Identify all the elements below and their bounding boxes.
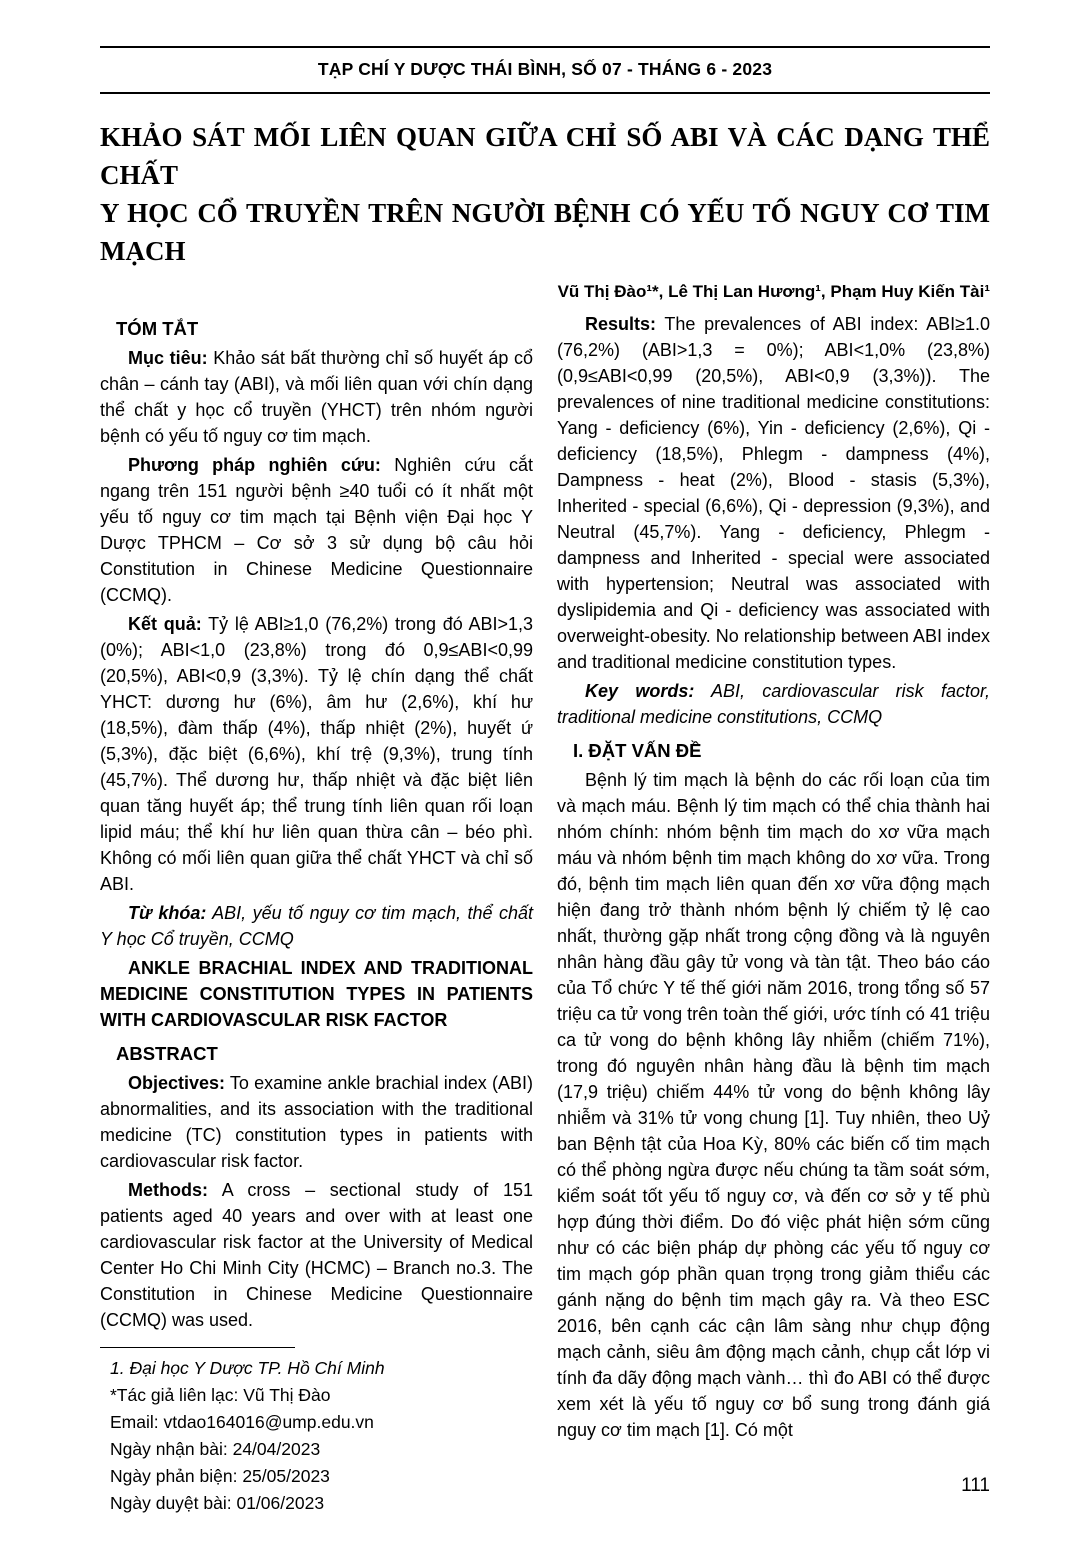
heading-abstract: ABSTRACT: [116, 1043, 218, 1064]
para-keywords: [557, 678, 990, 730]
right-column: [557, 308, 990, 1517]
heading-dat-van-de: I. ĐẶT VẤN ĐỀ: [573, 740, 702, 761]
para-phuong-phap: [100, 452, 533, 608]
para-phuong-phap-text: Nghiên cứu cắt ngang trên 151 người bệnh ≥40 tuổi có ít nhất một yếu tố nguy cơ tim mạch tại Bệnh viện Đại học Y Dược TPHCM – Cơ sở 3 sử dụng bộ câu hỏi Constitution in Chinese Medicine Questionnaire (CCMQ).: [100, 455, 533, 605]
article-title: [100, 118, 990, 270]
para-muc-tieu-lead: Mục tiêu:: [128, 348, 208, 368]
para-keywords-text: ABI, cardiovascular risk factor, traditional medicine constitutions, CCMQ: [557, 681, 990, 727]
footnote-affiliation: 1. Đại học Y Dược TP. Hồ Chí Minh: [110, 1358, 385, 1378]
para-results-lead: Results:: [585, 314, 657, 334]
para-ket-qua-lead: Kết quả:: [128, 614, 202, 634]
para-tu-khoa-text: ABI, yếu tố nguy cơ tim mạch, thể chất Y học Cổ truyền, CCMQ: [100, 903, 533, 949]
authors-line: Vũ Thị Đào¹*, Lê Thị Lan Hương¹, Phạm Huy Kiến Tài¹: [557, 282, 990, 301]
footnote-corresponding-author: *Tác giả liên lạc: Vũ Thị Đào: [110, 1385, 331, 1405]
para-keywords-lead: Key words:: [585, 681, 695, 701]
footnote-date-accepted: Ngày duyệt bài: 01/06/2023: [110, 1493, 325, 1513]
para-methods-lead: Methods:: [128, 1180, 208, 1200]
article-title-line1: KHẢO SÁT MỐI LIÊN QUAN GIỮA CHỈ SỐ ABI VÀ CÁC DẠNG THỂ CHẤT: [100, 122, 990, 190]
page-number: 111: [961, 1475, 990, 1496]
para-objectives: [100, 1070, 533, 1174]
footnote-date-reviewed: Ngày phản biện: 25/05/2023: [110, 1466, 330, 1486]
para-tu-khoa: [100, 900, 533, 952]
journal-name: TẠP CHÍ Y DƯỢC THÁI BÌNH, SỐ 07 - THÁNG 6 - 2023: [317, 59, 773, 79]
para-methods: [100, 1177, 533, 1333]
para-objectives-lead: Objectives:: [128, 1073, 226, 1093]
footnote-date-received: Ngày nhận bài: 24/04/2023: [110, 1439, 321, 1459]
footnote-separator: [100, 1347, 295, 1348]
para-objectives-text: To examine ankle brachial index (ABI) abnormalities, and its association with the traditional medicine (TC) constitution types in patients with cardiovascular risk factor.: [100, 1073, 533, 1171]
left-column: [100, 308, 533, 1517]
para-tu-khoa-lead: Từ khóa:: [128, 903, 207, 923]
heading-tom-tat: TÓM TẮT: [116, 318, 199, 339]
two-column-body: [100, 308, 990, 1517]
para-results-text: The prevalences of ABI index: ABI≥1.0 (76,2%) (ABI>1,3 = 0%); ABI<1,0% (23,8%) (0,9≤ABI<0,99 (20,5%), ABI<0,9 (3,3%)). The prevalences of nine traditional medicine constitutions: Yang - deficiency (6%), Yin - deficiency (2,6%), Qi - deficiency (18,5%), Phlegm - dampness (4%), Dampness - heat (2%), Blood - stasis (5,3%), Inherited - special (6,6%), Qi - depression (9,3%), and Neutral (45,7%). Yang - deficiency, Phlegm - dampness and Inherited - special were associated with hypertension; Neutral was associated with dyslipidemia and Qi - deficiency was associated with overweight-obesity. No relationship between ABI index and traditional medicine constitution types.: [557, 314, 990, 672]
footnote-email: Email: vtdao164016@ump.edu.vn: [110, 1412, 374, 1432]
para-introduction: Bệnh lý tim mạch là bệnh do các rối loạn của tim và mạch máu. Bệnh lý tim mạch có thể chia thành hai nhóm chính: nhóm bệnh tim mạch do xơ vữa mạch máu và nhóm bệnh tim mạch không do xơ vữa. Trong đó, bệnh tim mạch liên quan đến xơ vữa động mạch hiện đang trở thành nhóm bệnh lý chiếm tỷ lệ cao nhất, thường gặp nhất trong cộng đồng và là nguyên nhân hàng đầu gây tử vong và tàn tật. Theo báo cáo của Tổ chức Y tế thế giới năm 2016, trong tổng số 57 triệu ca tử vong trên toàn thế giới, ước tính có 41 triệu ca tử vong do bệnh không lây nhiễm (chiếm 71%), trong đó nguyên nhân hàng đầu là bệnh tim mạch (17,9 triệu) chiếm 44% tử vong do bệnh không lây nhiễm và 31% tử vong chung [1]. Tuy nhiên, theo Uỷ ban Bệnh tật của Hoa Kỳ, 80% các biến cố tim mạch có thể phòng ngừa được nếu chúng ta tầm soát sớm, kiểm soát tốt yếu tố nguy cơ, và đến cơ sở y tế phù hợp đúng thời điểm. Do đó việc phát hiện sớm cũng như có các biện pháp dự phòng các yếu tố nguy cơ tim mạch góp phần quan trọng trong giảm thiểu các gánh nặng do bệnh tim mạch gây ra. Và theo ESC 2016, bên cạnh các cận lâm sàng như chụp động mạch cảnh, siêu âm động mạch cảnh, chụp cắt lớp vi tính đa dãy động mạch vành… thì đo ABI có thể được xem xét là yếu tố nguy cơ bổ sung trong đánh giá nguy cơ tim mạch [1]. Có một: [557, 770, 990, 1440]
para-muc-tieu: [100, 345, 533, 449]
english-title: ANKLE BRACHIAL INDEX AND TRADITIONAL MEDICINE CONSTITUTION TYPES IN PATIENTS WITH CARDIOVASCULAR RISK FACTOR: [100, 958, 533, 1030]
para-ket-qua-text: Tỷ lệ ABI≥1,0 (76,2%) trong đó ABI>1,3 (0%); ABI<1,0 (23,8%) trong đó 0,9≤ABI<0,99 (20,5%), ABI<0,9 (3,3%). Tỷ lệ chín dạng thể chất YHCT: dương hư (6%), âm hư (2,6%), khí hư (18,5%), đàm thấp (4%), thấp nhiệt (2%), huyết ứ (5,3%), đặc biệt (6,6%), khí trệ (9,3%), trung tính (45,7%). Thể dương hư, thấp nhiệt và đặc biệt liên quan tăng huyết áp; thể trung tính liên quan rối loạn lipid máu; thể khí hư liên quan thừa cân – béo phì. Không có mối liên quan giữa thể chất YHCT và chỉ số ABI.: [100, 614, 533, 894]
para-ket-qua: [100, 611, 533, 897]
para-muc-tieu-text: Khảo sát bất thường chỉ số huyết áp cổ chân – cánh tay (ABI), và mối liên quan với chín dạng thể chất y học cổ truyền (YHCT) trên nhóm người bệnh có yếu tố nguy cơ tim mạch.: [100, 348, 533, 446]
footnote-block: [100, 1347, 533, 1517]
para-results: [557, 311, 990, 675]
para-phuong-phap-lead: Phương pháp nghiên cứu:: [128, 455, 381, 475]
header-rule-bottom: [100, 92, 990, 94]
article-title-line2: Y HỌC CỔ TRUYỀN TRÊN NGƯỜI BỆNH CÓ YẾU TỐ NGUY CƠ TIM MẠCH: [100, 198, 990, 266]
para-methods-text: A cross – sectional study of 151 patients aged 40 years and over with at least one cardiovascular risk factor at the University of Medical Center Ho Chi Minh City (HCMC) – Branch no.3. The Constitution in Chinese Medicine Questionnaire (CCMQ) was used.: [100, 1180, 533, 1330]
